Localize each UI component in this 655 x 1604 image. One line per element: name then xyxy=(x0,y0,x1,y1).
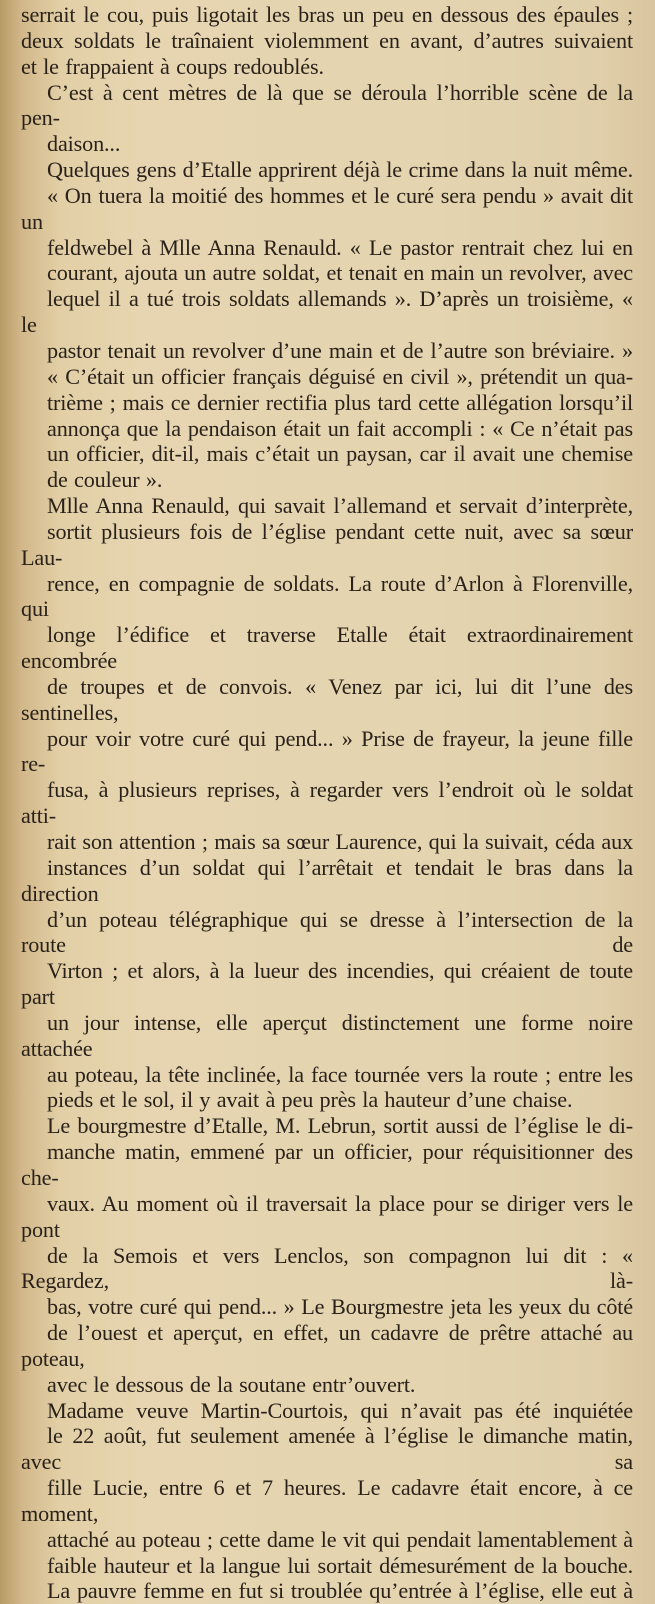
text-line: Mlle Anna Renauld, qui savait l’allemand et servait d’interprète, xyxy=(47,493,633,519)
text-line: rence, en compagnie de soldats. La route d’Arlon à Florenville, qui xyxy=(21,570,633,622)
text-line: un jour intense, elle aperçut distinctement une forme noire attachée xyxy=(21,1009,633,1061)
text-line: le 22 août, fut seulement amenée à l’église le dimanche matin, avec sa xyxy=(21,1423,633,1475)
text-line: bas, votre curé qui pend... » Le Bourgmestre jeta les yeux du côté xyxy=(47,1294,633,1320)
text-line: avec le dessous de la soutane entr’ouvert. xyxy=(47,1371,416,1397)
text-line: Le bourgmestre d’Etalle, M. Lebrun, sortit aussi de l’église le di- xyxy=(47,1113,633,1139)
text-line: de troupes et de convois. « Venez par ici, lui dit l’une des sentinelles, xyxy=(21,673,633,725)
text-line: de l’ouest et aperçut, en effet, un cadavre de prêtre attaché au poteau, xyxy=(21,1320,633,1371)
paragraph xyxy=(21,80,633,158)
text-line: attaché au poteau ; cette dame le vit qui pendait lamentablement à xyxy=(47,1526,633,1552)
text-line: deux soldats le traînaient violemment en avant, d’autres suivaient xyxy=(21,27,633,53)
text-line: fusa, à plusieurs reprises, à regarder vers l’endroit où le soldat atti- xyxy=(21,777,633,829)
text-line: et le frappaient à coups redoublés. xyxy=(21,53,324,79)
paragraph xyxy=(21,2,633,80)
text-line: instances d’un soldat qui l’arrêtait et tendait le bras dans la direction xyxy=(21,854,633,906)
text-line: faible hauteur et la langue lui sortait démesurément de la bouche. xyxy=(47,1552,633,1578)
text-line: manche matin, emmené par un officier, pour réquisitionner des che- xyxy=(21,1139,633,1190)
text-line: pour voir votre curé qui pend... » Prise de frayeur, la jeune fille re- xyxy=(21,725,633,777)
text-line: lequel il a tué trois soldats allemands ». D’après un troisième, « le xyxy=(21,286,633,338)
text-line: feldwebel à Mlle Anna Renauld. « Le pastor rentrait chez lui en xyxy=(47,234,633,260)
text-line: courant, ajouta un autre soldat, et tenait en main un revolver, avec xyxy=(47,260,633,286)
text-line: annonça que la pendaison était un fait accompli : « Ce n’était pas xyxy=(47,415,633,441)
paragraph xyxy=(21,1113,633,1397)
text-line: pieds et le sol, il y avait à peu près la hauteur d’une chaise. xyxy=(47,1087,573,1113)
text-line: Quelques gens d’Etalle apprirent déjà le crime dans la nuit même. xyxy=(47,157,633,183)
text-line: de couleur ». xyxy=(47,467,163,493)
text-line: serrait le cou, puis ligotait les bras un peu en dessous des épaules ; xyxy=(21,2,633,27)
text-line: sortit plusieurs fois de l’église pendant cette nuit, avec sa sœur Lau- xyxy=(21,518,633,570)
text-line: pastor tenait un revolver d’une main et de l’autre son bréviaire. » xyxy=(47,337,633,363)
text-line: vaux. Au moment où il traversait la place pour se diriger vers le pont xyxy=(21,1190,633,1242)
text-line: « C’était un officier français déguisé en civil », prétendit un qua- xyxy=(47,363,633,389)
text-line: C’est à cent mètres de là que se déroula l’horrible scène de la pen- xyxy=(21,79,633,131)
text-line: de la Semois et vers Lenclos, son compagnon lui dit : « Regardez, là- xyxy=(21,1242,633,1294)
paragraph xyxy=(21,1398,633,1604)
paragraph xyxy=(21,157,633,493)
book-page xyxy=(21,2,633,1604)
text-line: trième ; mais ce dernier rectifia plus tard cette allégation lorsqu’il xyxy=(47,389,633,415)
text-line: « On tuera la moitié des hommes et le curé sera pendu » avait dit un xyxy=(21,182,633,234)
paragraph xyxy=(21,493,633,1113)
text-line: un officier, dit-il, mais c’était un paysan, car il avait une chemise xyxy=(47,441,633,467)
text-line: Virton ; et alors, à la lueur des incendies, qui créaient de toute part xyxy=(21,958,633,1010)
text-line: au poteau, la tête inclinée, la face tournée vers la route ; entre les xyxy=(47,1061,633,1087)
text-line: Madame veuve Martin-Courtois, qui n’avait pas été inquiétée xyxy=(47,1397,633,1423)
text-line: La pauvre femme en fut si troublée qu’entrée à l’église, elle eut à xyxy=(47,1578,633,1604)
text-line: fille Lucie, entre 6 et 7 heures. Le cadavre était encore, à ce moment, xyxy=(21,1475,633,1526)
text-line: d’un poteau télégraphique qui se dresse à l’intersection de la route de xyxy=(21,906,633,958)
text-line: longe l’édifice et traverse Etalle était extraordinairement encombrée xyxy=(21,622,633,674)
text-line: daison... xyxy=(47,131,121,157)
text-line: rait son attention ; mais sa sœur Laurence, qui la suivait, céda aux xyxy=(47,829,633,854)
